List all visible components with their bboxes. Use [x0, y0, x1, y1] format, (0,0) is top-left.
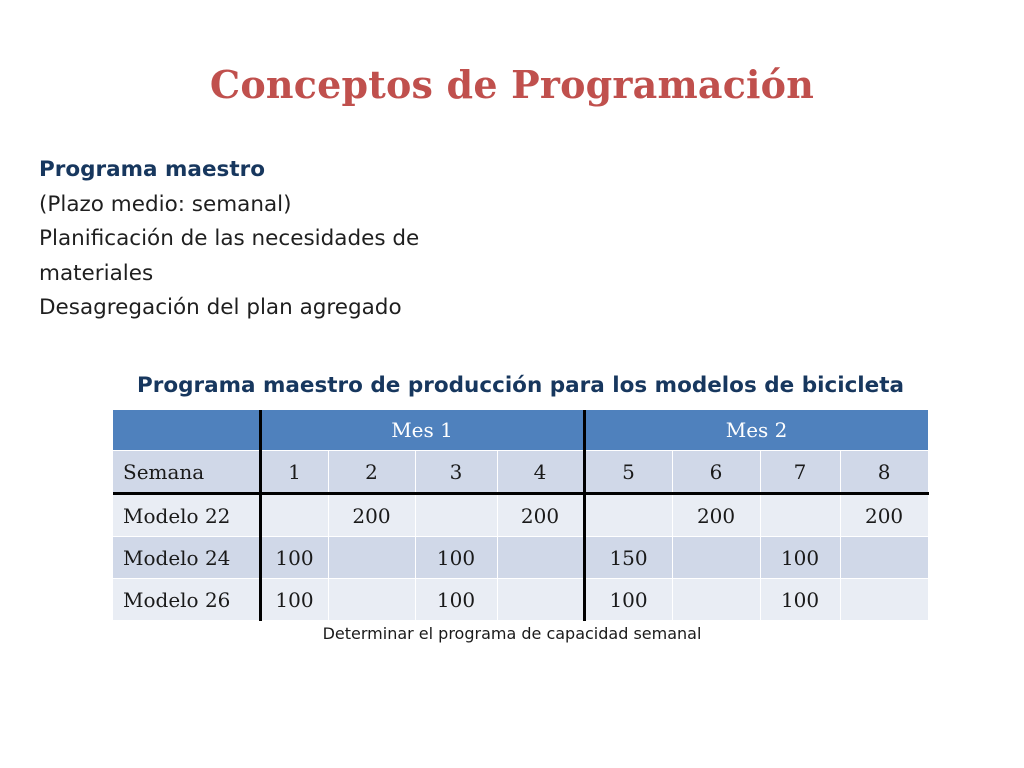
table-cell: 200 — [328, 494, 415, 537]
month-header: Mes 2 — [584, 410, 928, 451]
corner-cell — [113, 410, 260, 451]
table-cell — [840, 537, 928, 579]
month-header-row — [113, 410, 928, 451]
week-cell: 3 — [415, 451, 497, 494]
production-schedule-table — [113, 410, 929, 621]
week-cell: 4 — [497, 451, 584, 494]
week-cell: 8 — [840, 451, 928, 494]
table-body — [113, 451, 928, 621]
month-header: Mes 1 — [260, 410, 584, 451]
table-cell — [497, 537, 584, 579]
table-cell — [328, 537, 415, 579]
table-cell — [584, 494, 672, 537]
table-cell: 200 — [497, 494, 584, 537]
table-cell — [672, 579, 760, 621]
footnote: Determinar el programa de capacidad semanal — [322, 624, 702, 643]
intro-line: Desagregación del plan agregado — [39, 295, 402, 320]
table-cell — [760, 494, 840, 537]
table-cell: 100 — [760, 537, 840, 579]
table-cell — [260, 494, 328, 537]
table-cell: 150 — [584, 537, 672, 579]
week-cell: 6 — [672, 451, 760, 494]
intro-heading: Programa maestro — [39, 157, 265, 182]
table-cell: 200 — [840, 494, 928, 537]
intro-line: (Plazo medio: semanal) — [39, 191, 292, 217]
week-cell: 1 — [260, 451, 328, 494]
week-cell: 7 — [760, 451, 840, 494]
week-cell: 5 — [584, 451, 672, 494]
row-label: Modelo 26 — [113, 579, 260, 621]
table-cell: 100 — [760, 579, 840, 621]
row-label: Modelo 24 — [113, 537, 260, 579]
table-cell: 100 — [260, 579, 328, 621]
table-cell — [415, 494, 497, 537]
table-row — [113, 537, 928, 579]
table-cell — [672, 537, 760, 579]
table-title: Programa maestro de producción para los modelos de bicicleta — [136, 373, 905, 398]
table-cell: 100 — [584, 579, 672, 621]
table-row — [113, 494, 928, 537]
week-row — [113, 451, 928, 494]
table-cell: 200 — [672, 494, 760, 537]
table-cell: 100 — [415, 537, 497, 579]
table-cell: 100 — [415, 579, 497, 621]
row-label: Semana — [113, 451, 260, 494]
table-cell — [328, 579, 415, 621]
table-cell: 100 — [260, 537, 328, 579]
row-label: Modelo 22 — [113, 494, 260, 537]
intro-text-block — [39, 153, 469, 326]
intro-line: Planificación de las necesidades de materiales — [39, 226, 420, 286]
slide-title: Conceptos de Programación — [209, 62, 815, 107]
table-cell — [497, 579, 584, 621]
week-cell: 2 — [328, 451, 415, 494]
table-row — [113, 579, 928, 621]
table-cell — [840, 579, 928, 621]
